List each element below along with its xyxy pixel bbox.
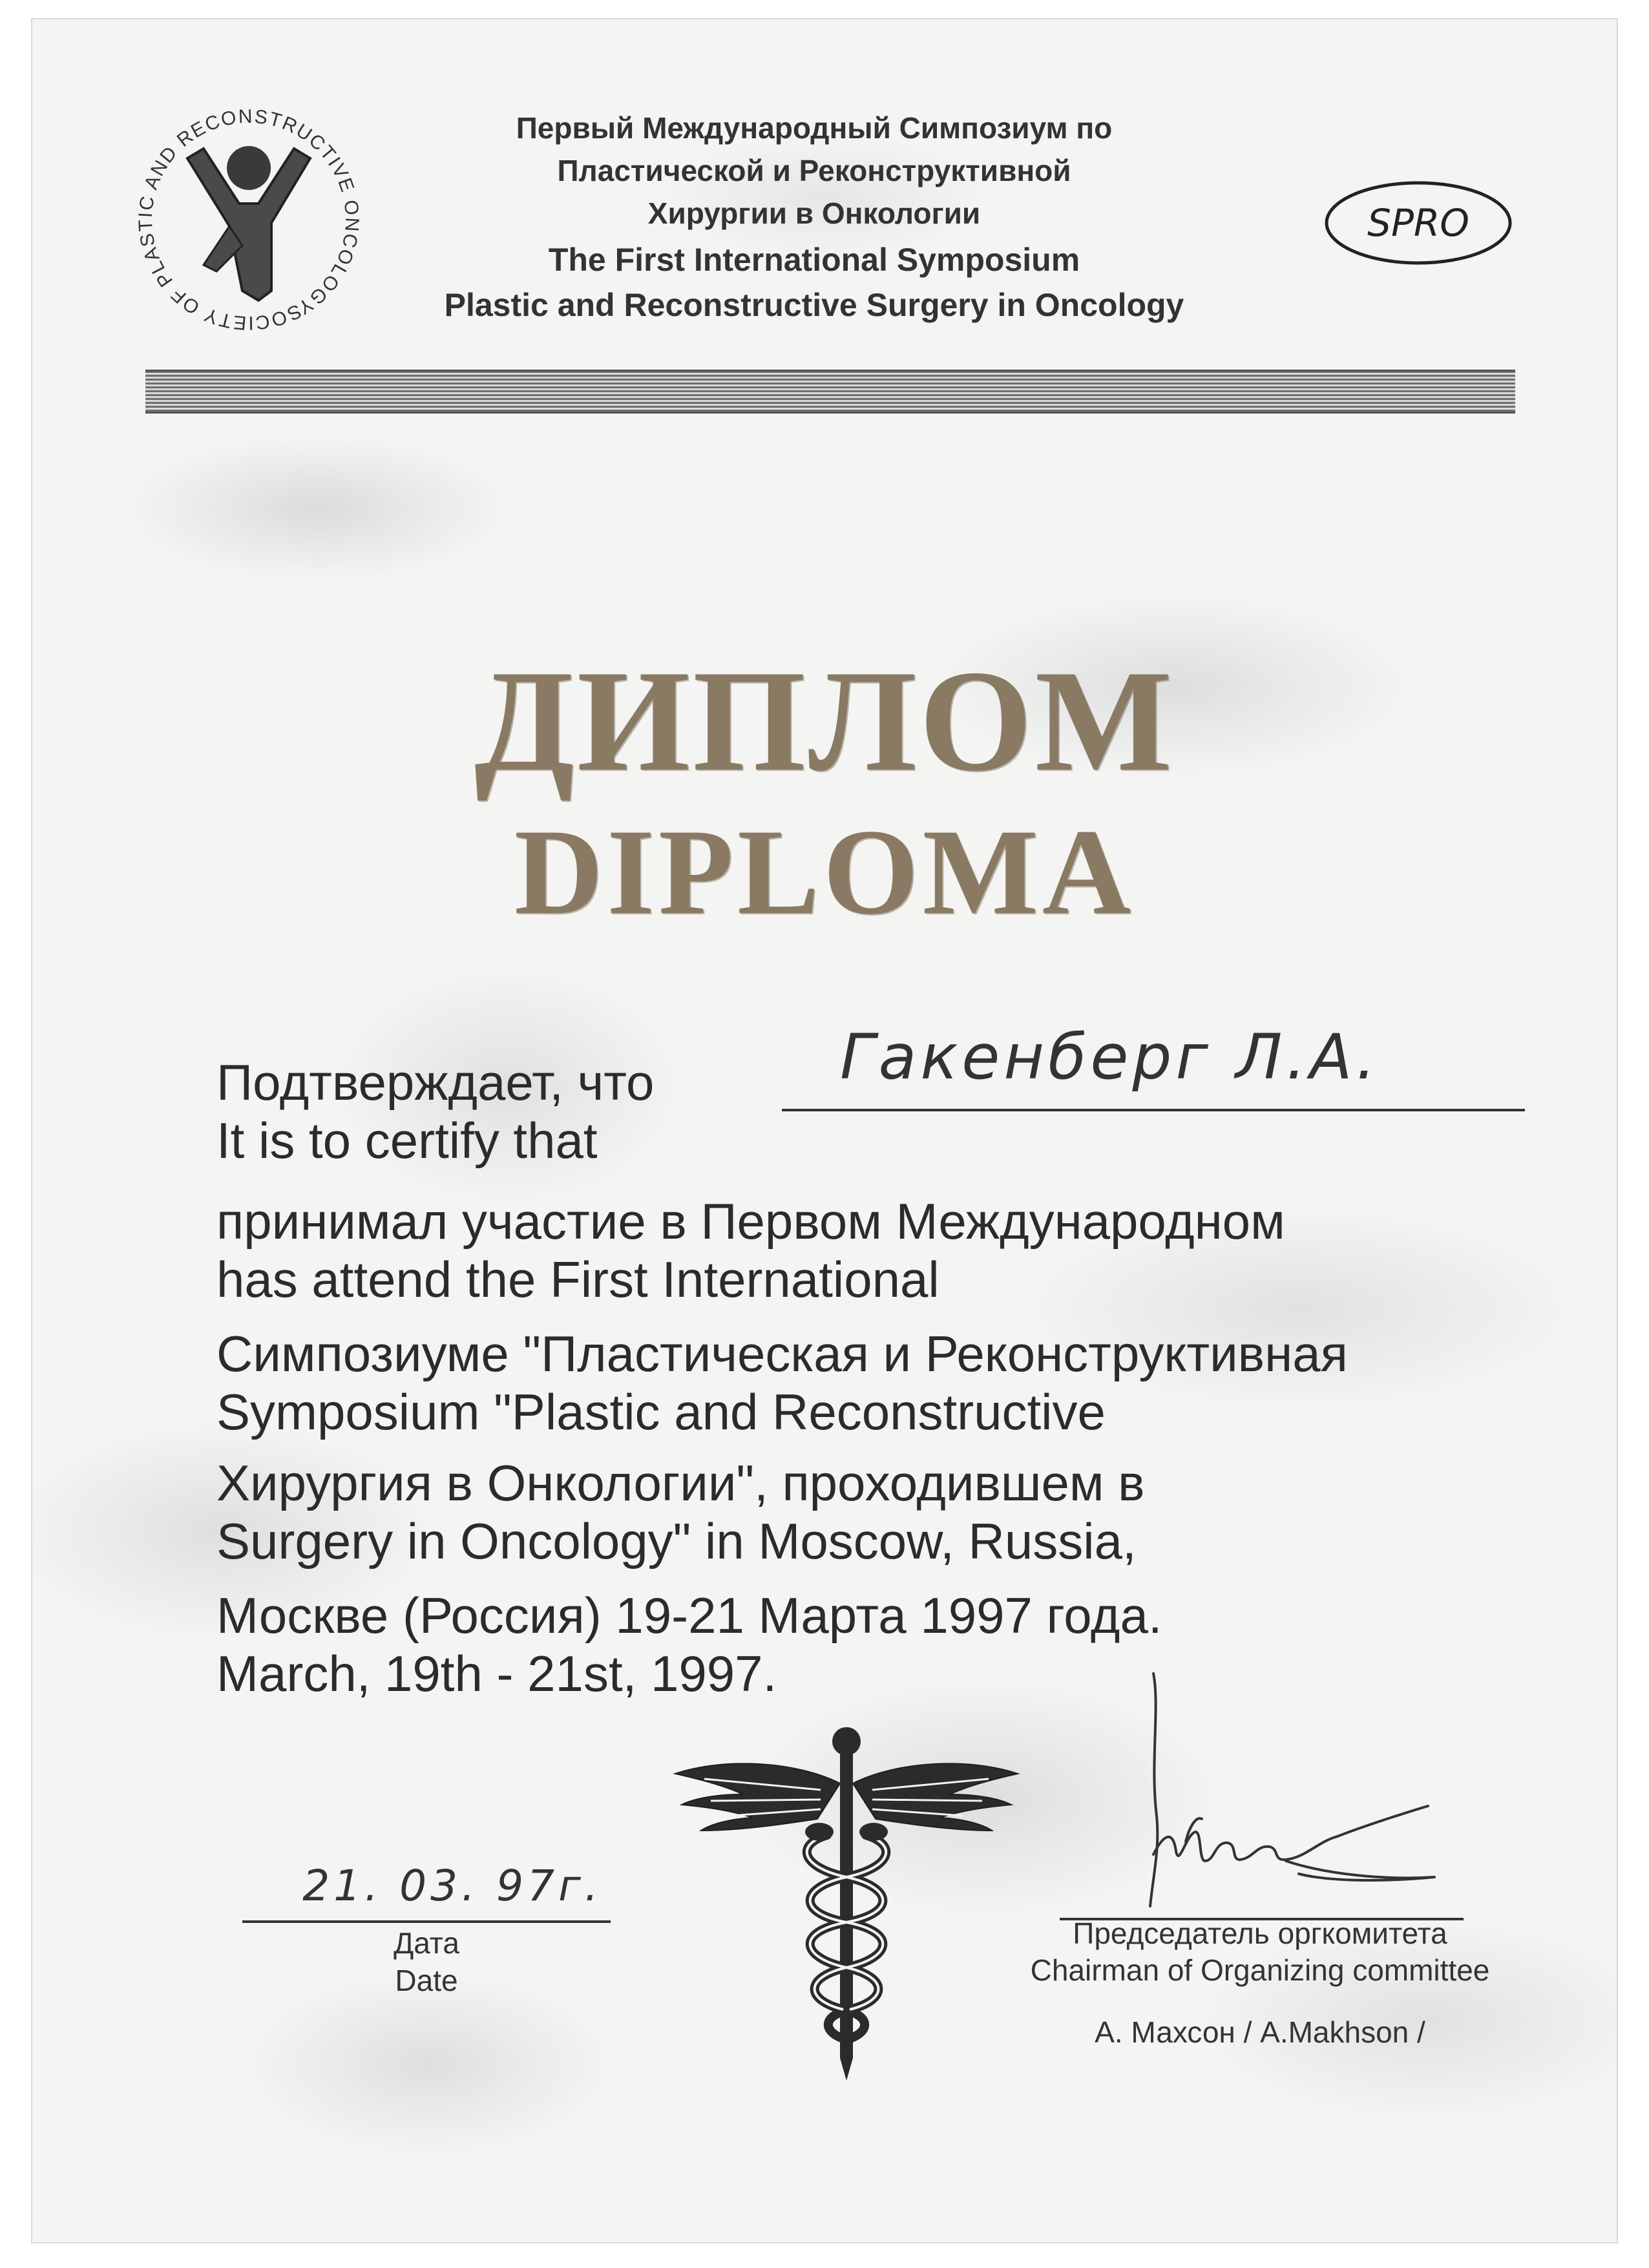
body-line-8: March, 19th - 21st, 1997. xyxy=(216,1645,777,1702)
body-paragraph-2 xyxy=(216,1325,1348,1441)
body-paragraph-3 xyxy=(216,1454,1145,1570)
body-line-1: принимал участие в Первом Международном xyxy=(216,1193,1285,1250)
svg-text:SOCIETY OF PLASTIC AND RECONST: SOCIETY OF PLASTIC AND RECONSTRUCTIVE ONCOLOGY xyxy=(134,105,363,334)
header-line-ru-3: Хирургии в Онкологии xyxy=(647,196,981,230)
header-line-ru-1: Первый Международный Симпозиум по xyxy=(516,111,1113,145)
certify-label-ru: Подтверждает, что xyxy=(216,1054,655,1111)
spro-logo-icon xyxy=(1321,174,1515,271)
recipient-name-handwritten: Гакенберг Л.А. xyxy=(840,1021,1380,1093)
chairman-signature xyxy=(1124,1667,1460,1926)
body-line-2: has attend the First International xyxy=(216,1251,940,1308)
body-line-4: Symposium "Plastic and Reconstructive xyxy=(216,1383,1106,1440)
recipient-underline xyxy=(782,1109,1525,1111)
chairman-label-ru: Председатель оргкомитета xyxy=(1073,1916,1447,1950)
date-underline xyxy=(242,1920,611,1923)
diploma-title-en: DIPLOMA xyxy=(514,804,1135,940)
society-logo-icon xyxy=(126,97,372,342)
spro-logo-text: SPRO xyxy=(1367,201,1469,245)
header-line-ru-2: Пластической и Реконструктивной xyxy=(557,154,1071,187)
diploma-title-ru: ДИПЛОМ xyxy=(474,640,1175,801)
date-handwritten: 21. 03. 97г. xyxy=(302,1861,602,1911)
body-paragraph-4 xyxy=(216,1586,1162,1703)
header-divider xyxy=(145,370,1515,414)
body-line-3: Симпозиуме "Пластическая и Реконструктивная xyxy=(216,1325,1348,1382)
header-line-en-1: The First International Symposium xyxy=(548,242,1080,278)
date-label-en: Date xyxy=(395,1964,458,1997)
header-line-en-2: Plastic and Reconstructive Surgery in Oncology xyxy=(444,287,1184,323)
body-line-5: Хирургия в Онкологии", проходившем в xyxy=(216,1454,1145,1511)
date-label-ru: Дата xyxy=(394,1926,459,1960)
chairman-label-en: Chairman of Organizing committee xyxy=(1030,1953,1490,1987)
body-line-6: Surgery in Oncology" in Moscow, Russia, xyxy=(216,1513,1137,1570)
body-paragraph-1 xyxy=(216,1192,1285,1308)
chairman-name: А. Махсон / A.Makhson / xyxy=(1095,2015,1425,2049)
header-title-block xyxy=(362,107,1266,328)
certify-label-en: It is to certify that xyxy=(216,1112,598,1169)
body-line-7: Москве (Россия) 19-21 Марта 1997 года. xyxy=(216,1587,1162,1644)
